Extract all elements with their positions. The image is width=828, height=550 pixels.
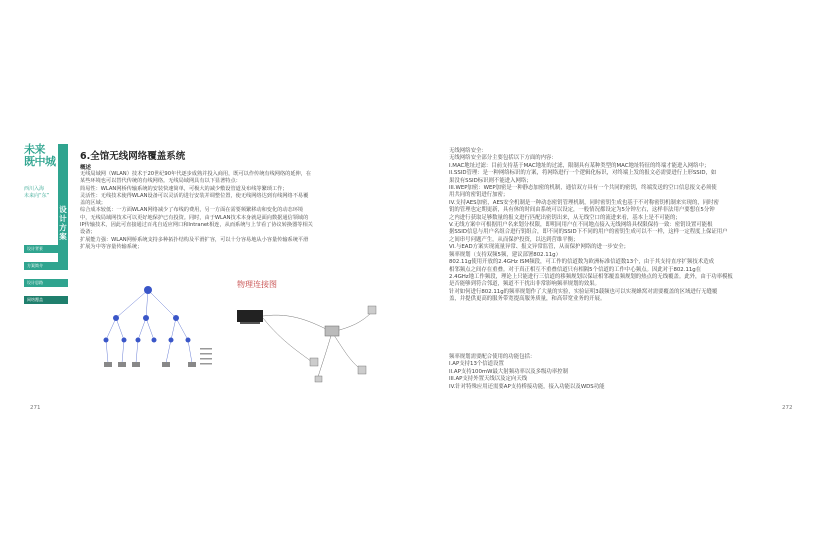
list-item: I.AP支持13个信道设置 — [449, 361, 504, 368]
frequency-features-list — [449, 354, 794, 391]
security-section — [449, 148, 794, 304]
paragraph-line: 某些环境也可以替代传统的有线网络。无线局域网具有以下显著特点： — [80, 178, 241, 185]
paragraph-line: 中，无线局域网技术可以更好地保护已有投资。同时，由于WLAN技术本身就是面向数据通信领域的 — [80, 214, 309, 221]
text-line: 是否能够到符合邻道，频道不干扰出非常影响频率规划的效果。 — [449, 281, 600, 288]
nav-item-background[interactable]: 设计背景 — [24, 245, 68, 253]
text-line: 之内进行获取足够数量的报文进行匹配出密钥出来，从无线空口的流进来看，基本上是不可能的； — [449, 214, 681, 221]
text-line: VI.与EAD方案实现流量异常、报文异常监管，从而保护网络的进一步安全； — [449, 244, 629, 251]
left-page-number: 271 — [30, 405, 41, 411]
paragraph-line: IP传输技术，因此可直接通过百兆自适应网口和Intranet相连，从而系统与上节看了协议转换器等相关 — [80, 222, 313, 229]
text-line: 无线网络安全： — [449, 148, 487, 154]
overview-text — [80, 171, 385, 251]
text-line: III.WEP加密：WEP加密是一种静态加密的机制，通信双方具有一个共同的密钥，终端发送的空口信息报文必须使 — [449, 185, 717, 192]
paragraph-line: 灵活性：无线技术使得WLAN设备可以灵活的进行安装并调整位置，使无线网络达到有线网络不易覆 — [80, 192, 309, 199]
physical-diagram-title: 物理连接图 — [237, 280, 277, 289]
text-line: 盖，并提供更高的服务带宽提高服务质量，和高带宽业务的开展。 — [449, 296, 606, 303]
list-item: IV.针对特殊应用还需要AP支持桥接功能，接入功能以及WDS功能 — [449, 383, 605, 390]
subtitle-line-2: 未来向“东” — [24, 193, 50, 199]
text-line: 相邻频点之间存在重叠。对于真正相互不重叠信道只有相隔5个信道的工作中心频点。因此对于802.11g在 — [449, 266, 702, 273]
network-topology-diagram — [96, 278, 226, 388]
logo-line-2: 既中城 — [24, 155, 56, 168]
text-line: V.无线方案中可根据用户名来划分权限，即明同用户在不同地点接入无线网络具权限保持一致：密钥设置可能根 — [449, 222, 713, 229]
text-line: 802.11g使用开放的2.4GHz ISM频段，可工作的信道数为欧洲标准信道数13个，由于其支持直序扩频技术造成 — [449, 259, 714, 266]
overview-subheading: 概述 — [80, 165, 92, 171]
text-line: 果没有SSID标识则不能进入网络； — [449, 177, 532, 184]
paragraph-line: 扩展为中等容量传输系统； — [80, 243, 143, 250]
text-line: 据SSID信息与用户名组合进行钥组合，即不同的SSID下不同的用户的密钥生成可以不一样，这样一定程度上保证用户 — [449, 229, 728, 236]
text-line: 2.4GHz地工作频段，理论上只能进行三信道的移频规划以保证相邻覆盖频规划的热点的无线覆盖。此外，由于功率模板 — [449, 273, 733, 280]
right-page-number: 272 — [782, 405, 793, 411]
subtitle-line-1: 西川入海 — [24, 186, 45, 192]
paragraph-line: 无线局域网（WLAN）技术于20世纪90年代逐步成熟并投入商用，既可以作传统有线网络的延伸，在 — [80, 171, 312, 177]
text-line: 之间串号问题产生，从而保护投资，以达到营维平衡； — [449, 236, 579, 243]
text-line: 钥的管理也定期更新，具有休的时间由系统可以设定，一般情况都设定为5分钟左右，这样非法用户要想在5分钟 — [449, 207, 715, 214]
list-item: III.AP支持外置天线以及定向天线 — [449, 376, 528, 383]
list-item: II.AP支持100mW最大射频功率以及多级功率控制 — [449, 368, 568, 375]
nav-item-network[interactable]: 网络覆盖 — [24, 296, 68, 304]
text-line: I.MAC地址过滤：目前支持基于MAC地址的过滤，限制具有某种类型的MAC地址特征的终端才能进入网络中； — [449, 162, 710, 169]
text-line: IV.支持AES加密，AES安全机制是一种动态密钥管理机制，同时密钥生成也基于不对称密钥机制来实现的，同时密 — [449, 199, 719, 206]
paragraph-line: 简易性：WLAN网桥传输系统的安装快速简单，可极大的减少敷设管道及布线等繁琐工作； — [80, 185, 288, 192]
text-line: 用共同的密钥进行加密； — [449, 192, 509, 199]
paragraph-line: 扩展能力强：WLAN网桥系统支持多种拓扑结构及平滑扩容，可以十分容易地从小容量传输系统平滑 — [80, 236, 309, 243]
text-line: 针对如何进行802.11g的频率规划作了大量的实验，实验证明3载频也可以实现蜂窝对需要覆盖的区域进行无缝覆 — [449, 288, 718, 295]
nav-item-concept[interactable]: 设计思路 — [24, 279, 68, 287]
logo-line-1: 未来 — [24, 143, 45, 156]
paragraph-line: 综合成本较低：一方面WLAN网络减少了布线的费用，另一方面在需要频繁移动和变化的动态环境 — [80, 207, 304, 214]
paragraph-line: 盖的区域； — [80, 200, 106, 207]
text-line: 无线网络安全部分主要包括以下方面的内容： — [449, 155, 557, 162]
text-line: II.SSID管理：是一种网络标识的方案，将网络进行一个逻辑化标识，对终端上发的报文必需要进行上形SSID，如 — [449, 170, 717, 177]
paragraph-line: 设备； — [80, 229, 96, 236]
text-line: 频率规划（支持双频5频，建议部署802.11g） — [449, 251, 561, 258]
list-heading: 频率规划需要配合使用的功能包括： — [449, 354, 536, 360]
vertical-section-title: 设计方案 — [59, 205, 67, 241]
nav-item-intro[interactable]: 方案简介 — [24, 262, 68, 270]
physical-connection-diagram — [232, 292, 382, 387]
section-heading: 6.全馆无线网络覆盖系统 — [80, 151, 186, 162]
